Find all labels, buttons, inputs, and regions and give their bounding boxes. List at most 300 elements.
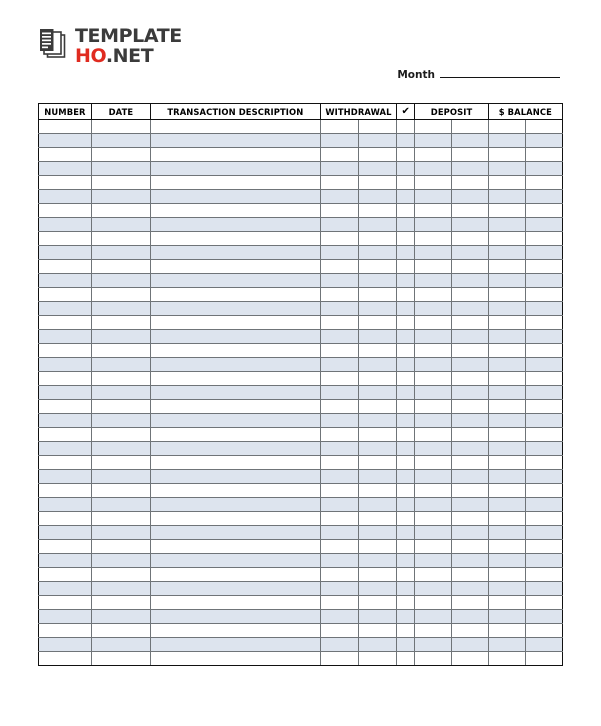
cell-deposit[interactable] <box>415 442 452 456</box>
cell-withdrawal[interactable] <box>320 512 358 526</box>
cell-deposit[interactable] <box>415 176 452 190</box>
cell-withdrawal-cents[interactable] <box>358 134 396 148</box>
cell-description[interactable] <box>150 204 320 218</box>
register-row[interactable] <box>39 428 563 442</box>
cell-check[interactable] <box>397 246 415 260</box>
register-row[interactable] <box>39 638 563 652</box>
cell-deposit[interactable] <box>415 400 452 414</box>
cell-deposit[interactable] <box>415 120 452 134</box>
cell-balance-cents[interactable] <box>525 330 562 344</box>
cell-check[interactable] <box>397 148 415 162</box>
register-row[interactable] <box>39 344 563 358</box>
cell-deposit-cents[interactable] <box>452 288 489 302</box>
register-row[interactable] <box>39 190 563 204</box>
cell-deposit-cents[interactable] <box>452 610 489 624</box>
cell-number[interactable] <box>39 246 92 260</box>
cell-number[interactable] <box>39 134 92 148</box>
cell-description[interactable] <box>150 624 320 638</box>
cell-date[interactable] <box>91 596 150 610</box>
cell-balance-cents[interactable] <box>525 484 562 498</box>
cell-deposit[interactable] <box>415 414 452 428</box>
cell-date[interactable] <box>91 442 150 456</box>
cell-balance[interactable] <box>488 638 525 652</box>
cell-withdrawal-cents[interactable] <box>358 568 396 582</box>
cell-withdrawal-cents[interactable] <box>358 218 396 232</box>
register-row[interactable] <box>39 372 563 386</box>
cell-date[interactable] <box>91 400 150 414</box>
cell-description[interactable] <box>150 316 320 330</box>
cell-balance[interactable] <box>488 274 525 288</box>
cell-deposit[interactable] <box>415 554 452 568</box>
cell-number[interactable] <box>39 372 92 386</box>
cell-balance-cents[interactable] <box>525 316 562 330</box>
cell-withdrawal[interactable] <box>320 148 358 162</box>
cell-deposit[interactable] <box>415 148 452 162</box>
cell-deposit-cents[interactable] <box>452 470 489 484</box>
register-row[interactable] <box>39 204 563 218</box>
cell-withdrawal[interactable] <box>320 330 358 344</box>
cell-balance-cents[interactable] <box>525 400 562 414</box>
cell-number[interactable] <box>39 512 92 526</box>
cell-withdrawal[interactable] <box>320 246 358 260</box>
cell-deposit[interactable] <box>415 652 452 666</box>
cell-deposit[interactable] <box>415 638 452 652</box>
cell-date[interactable] <box>91 470 150 484</box>
register-row[interactable] <box>39 568 563 582</box>
cell-date[interactable] <box>91 246 150 260</box>
cell-balance-cents[interactable] <box>525 288 562 302</box>
cell-date[interactable] <box>91 484 150 498</box>
cell-deposit-cents[interactable] <box>452 386 489 400</box>
cell-balance-cents[interactable] <box>525 302 562 316</box>
cell-withdrawal-cents[interactable] <box>358 442 396 456</box>
cell-balance[interactable] <box>488 372 525 386</box>
cell-description[interactable] <box>150 246 320 260</box>
cell-deposit[interactable] <box>415 512 452 526</box>
cell-balance-cents[interactable] <box>525 638 562 652</box>
cell-description[interactable] <box>150 386 320 400</box>
cell-date[interactable] <box>91 162 150 176</box>
cell-number[interactable] <box>39 274 92 288</box>
cell-withdrawal-cents[interactable] <box>358 610 396 624</box>
register-row[interactable] <box>39 442 563 456</box>
cell-deposit[interactable] <box>415 540 452 554</box>
register-row[interactable] <box>39 414 563 428</box>
cell-deposit-cents[interactable] <box>452 484 489 498</box>
cell-description[interactable] <box>150 218 320 232</box>
register-row[interactable] <box>39 526 563 540</box>
cell-deposit-cents[interactable] <box>452 162 489 176</box>
register-row[interactable] <box>39 274 563 288</box>
cell-description[interactable] <box>150 190 320 204</box>
cell-balance[interactable] <box>488 624 525 638</box>
cell-date[interactable] <box>91 568 150 582</box>
cell-balance[interactable] <box>488 540 525 554</box>
cell-deposit-cents[interactable] <box>452 274 489 288</box>
cell-balance-cents[interactable] <box>525 582 562 596</box>
cell-balance-cents[interactable] <box>525 260 562 274</box>
cell-description[interactable] <box>150 540 320 554</box>
register-row[interactable] <box>39 386 563 400</box>
cell-check[interactable] <box>397 414 415 428</box>
cell-balance[interactable] <box>488 428 525 442</box>
cell-description[interactable] <box>150 442 320 456</box>
cell-withdrawal[interactable] <box>320 484 358 498</box>
cell-date[interactable] <box>91 302 150 316</box>
cell-deposit[interactable] <box>415 610 452 624</box>
cell-balance[interactable] <box>488 568 525 582</box>
cell-number[interactable] <box>39 330 92 344</box>
cell-number[interactable] <box>39 484 92 498</box>
cell-check[interactable] <box>397 512 415 526</box>
cell-balance-cents[interactable] <box>525 652 562 666</box>
register-row[interactable] <box>39 302 563 316</box>
cell-withdrawal-cents[interactable] <box>358 540 396 554</box>
cell-deposit[interactable] <box>415 302 452 316</box>
cell-balance-cents[interactable] <box>525 568 562 582</box>
register-row[interactable] <box>39 540 563 554</box>
cell-balance-cents[interactable] <box>525 190 562 204</box>
cell-deposit-cents[interactable] <box>452 624 489 638</box>
cell-check[interactable] <box>397 498 415 512</box>
cell-description[interactable] <box>150 512 320 526</box>
cell-withdrawal[interactable] <box>320 302 358 316</box>
register-row[interactable] <box>39 610 563 624</box>
cell-number[interactable] <box>39 638 92 652</box>
cell-balance-cents[interactable] <box>525 232 562 246</box>
cell-check[interactable] <box>397 274 415 288</box>
register-row[interactable] <box>39 358 563 372</box>
cell-date[interactable] <box>91 554 150 568</box>
cell-number[interactable] <box>39 260 92 274</box>
cell-number[interactable] <box>39 344 92 358</box>
cell-check[interactable] <box>397 386 415 400</box>
cell-withdrawal[interactable] <box>320 120 358 134</box>
cell-deposit[interactable] <box>415 260 452 274</box>
cell-check[interactable] <box>397 358 415 372</box>
cell-withdrawal[interactable] <box>320 218 358 232</box>
cell-check[interactable] <box>397 120 415 134</box>
cell-deposit-cents[interactable] <box>452 568 489 582</box>
cell-number[interactable] <box>39 470 92 484</box>
cell-check[interactable] <box>397 190 415 204</box>
cell-balance-cents[interactable] <box>525 526 562 540</box>
cell-withdrawal-cents[interactable] <box>358 372 396 386</box>
cell-balance[interactable] <box>488 442 525 456</box>
cell-withdrawal[interactable] <box>320 176 358 190</box>
cell-balance[interactable] <box>488 330 525 344</box>
register-row[interactable] <box>39 288 563 302</box>
cell-description[interactable] <box>150 498 320 512</box>
cell-check[interactable] <box>397 204 415 218</box>
cell-withdrawal[interactable] <box>320 568 358 582</box>
cell-balance[interactable] <box>488 512 525 526</box>
cell-withdrawal[interactable] <box>320 372 358 386</box>
cell-balance-cents[interactable] <box>525 218 562 232</box>
cell-withdrawal-cents[interactable] <box>358 316 396 330</box>
cell-balance[interactable] <box>488 148 525 162</box>
cell-date[interactable] <box>91 498 150 512</box>
cell-deposit[interactable] <box>415 246 452 260</box>
cell-number[interactable] <box>39 400 92 414</box>
cell-withdrawal-cents[interactable] <box>358 162 396 176</box>
cell-deposit[interactable] <box>415 526 452 540</box>
cell-balance[interactable] <box>488 204 525 218</box>
cell-withdrawal[interactable] <box>320 274 358 288</box>
cell-deposit[interactable] <box>415 456 452 470</box>
cell-balance[interactable] <box>488 526 525 540</box>
cell-date[interactable] <box>91 218 150 232</box>
cell-withdrawal-cents[interactable] <box>358 456 396 470</box>
cell-deposit[interactable] <box>415 582 452 596</box>
cell-description[interactable] <box>150 232 320 246</box>
cell-check[interactable] <box>397 470 415 484</box>
cell-balance[interactable] <box>488 218 525 232</box>
cell-date[interactable] <box>91 638 150 652</box>
cell-description[interactable] <box>150 456 320 470</box>
cell-withdrawal[interactable] <box>320 456 358 470</box>
cell-withdrawal[interactable] <box>320 526 358 540</box>
cell-balance[interactable] <box>488 470 525 484</box>
register-row[interactable] <box>39 582 563 596</box>
register-row[interactable] <box>39 176 563 190</box>
cell-withdrawal-cents[interactable] <box>358 484 396 498</box>
cell-balance-cents[interactable] <box>525 134 562 148</box>
cell-withdrawal[interactable] <box>320 652 358 666</box>
cell-deposit-cents[interactable] <box>452 400 489 414</box>
cell-withdrawal[interactable] <box>320 442 358 456</box>
cell-balance[interactable] <box>488 344 525 358</box>
cell-deposit[interactable] <box>415 344 452 358</box>
cell-balance-cents[interactable] <box>525 162 562 176</box>
cell-description[interactable] <box>150 526 320 540</box>
cell-number[interactable] <box>39 176 92 190</box>
cell-balance-cents[interactable] <box>525 414 562 428</box>
cell-check[interactable] <box>397 610 415 624</box>
cell-withdrawal[interactable] <box>320 554 358 568</box>
cell-withdrawal[interactable] <box>320 260 358 274</box>
register-row[interactable] <box>39 624 563 638</box>
cell-description[interactable] <box>150 582 320 596</box>
cell-check[interactable] <box>397 162 415 176</box>
cell-date[interactable] <box>91 232 150 246</box>
cell-withdrawal-cents[interactable] <box>358 652 396 666</box>
cell-check[interactable] <box>397 400 415 414</box>
cell-deposit-cents[interactable] <box>452 582 489 596</box>
cell-withdrawal-cents[interactable] <box>358 288 396 302</box>
cell-deposit[interactable] <box>415 428 452 442</box>
cell-deposit[interactable] <box>415 274 452 288</box>
cell-deposit[interactable] <box>415 484 452 498</box>
cell-description[interactable] <box>150 274 320 288</box>
register-row[interactable] <box>39 652 563 666</box>
cell-number[interactable] <box>39 120 92 134</box>
cell-balance[interactable] <box>488 456 525 470</box>
cell-balance[interactable] <box>488 260 525 274</box>
cell-balance[interactable] <box>488 316 525 330</box>
cell-number[interactable] <box>39 148 92 162</box>
cell-withdrawal[interactable] <box>320 358 358 372</box>
cell-balance[interactable] <box>488 232 525 246</box>
cell-deposit-cents[interactable] <box>452 330 489 344</box>
cell-number[interactable] <box>39 316 92 330</box>
register-row[interactable] <box>39 120 563 134</box>
cell-check[interactable] <box>397 456 415 470</box>
cell-withdrawal[interactable] <box>320 470 358 484</box>
cell-balance[interactable] <box>488 582 525 596</box>
cell-date[interactable] <box>91 316 150 330</box>
cell-number[interactable] <box>39 610 92 624</box>
register-row[interactable] <box>39 330 563 344</box>
cell-deposit[interactable] <box>415 288 452 302</box>
cell-description[interactable] <box>150 638 320 652</box>
cell-deposit[interactable] <box>415 596 452 610</box>
cell-withdrawal[interactable] <box>320 624 358 638</box>
register-row[interactable] <box>39 260 563 274</box>
cell-description[interactable] <box>150 134 320 148</box>
cell-date[interactable] <box>91 428 150 442</box>
cell-balance[interactable] <box>488 554 525 568</box>
cell-withdrawal[interactable] <box>320 400 358 414</box>
cell-date[interactable] <box>91 414 150 428</box>
cell-withdrawal-cents[interactable] <box>358 428 396 442</box>
register-row[interactable] <box>39 316 563 330</box>
cell-date[interactable] <box>91 344 150 358</box>
cell-check[interactable] <box>397 176 415 190</box>
cell-date[interactable] <box>91 610 150 624</box>
cell-withdrawal-cents[interactable] <box>358 554 396 568</box>
cell-number[interactable] <box>39 540 92 554</box>
cell-balance-cents[interactable] <box>525 148 562 162</box>
register-row[interactable] <box>39 134 563 148</box>
cell-withdrawal[interactable] <box>320 344 358 358</box>
cell-withdrawal[interactable] <box>320 232 358 246</box>
cell-description[interactable] <box>150 372 320 386</box>
register-row[interactable] <box>39 148 563 162</box>
cell-withdrawal-cents[interactable] <box>358 260 396 274</box>
cell-description[interactable] <box>150 120 320 134</box>
register-row[interactable] <box>39 456 563 470</box>
cell-check[interactable] <box>397 624 415 638</box>
cell-deposit-cents[interactable] <box>452 260 489 274</box>
cell-number[interactable] <box>39 302 92 316</box>
cell-check[interactable] <box>397 442 415 456</box>
cell-withdrawal[interactable] <box>320 134 358 148</box>
cell-deposit-cents[interactable] <box>452 358 489 372</box>
cell-withdrawal-cents[interactable] <box>358 596 396 610</box>
cell-balance-cents[interactable] <box>525 540 562 554</box>
cell-check[interactable] <box>397 316 415 330</box>
cell-deposit[interactable] <box>415 330 452 344</box>
cell-balance-cents[interactable] <box>525 246 562 260</box>
cell-deposit-cents[interactable] <box>452 414 489 428</box>
cell-date[interactable] <box>91 456 150 470</box>
cell-balance-cents[interactable] <box>525 456 562 470</box>
register-row[interactable] <box>39 498 563 512</box>
cell-date[interactable] <box>91 330 150 344</box>
cell-balance-cents[interactable] <box>525 610 562 624</box>
cell-balance-cents[interactable] <box>525 344 562 358</box>
cell-check[interactable] <box>397 638 415 652</box>
cell-number[interactable] <box>39 428 92 442</box>
cell-balance[interactable] <box>488 190 525 204</box>
cell-withdrawal-cents[interactable] <box>358 400 396 414</box>
register-row[interactable] <box>39 400 563 414</box>
cell-deposit-cents[interactable] <box>452 190 489 204</box>
cell-date[interactable] <box>91 624 150 638</box>
cell-deposit-cents[interactable] <box>452 498 489 512</box>
cell-deposit[interactable] <box>415 568 452 582</box>
cell-deposit-cents[interactable] <box>452 512 489 526</box>
cell-number[interactable] <box>39 624 92 638</box>
cell-date[interactable] <box>91 652 150 666</box>
register-row[interactable] <box>39 554 563 568</box>
cell-balance-cents[interactable] <box>525 554 562 568</box>
cell-withdrawal[interactable] <box>320 190 358 204</box>
cell-description[interactable] <box>150 330 320 344</box>
cell-check[interactable] <box>397 330 415 344</box>
cell-balance-cents[interactable] <box>525 498 562 512</box>
cell-description[interactable] <box>150 652 320 666</box>
cell-check[interactable] <box>397 554 415 568</box>
cell-withdrawal[interactable] <box>320 540 358 554</box>
cell-description[interactable] <box>150 162 320 176</box>
cell-deposit-cents[interactable] <box>452 652 489 666</box>
cell-deposit[interactable] <box>415 316 452 330</box>
cell-balance[interactable] <box>488 134 525 148</box>
cell-check[interactable] <box>397 232 415 246</box>
cell-description[interactable] <box>150 260 320 274</box>
cell-date[interactable] <box>91 204 150 218</box>
cell-withdrawal-cents[interactable] <box>358 498 396 512</box>
cell-date[interactable] <box>91 582 150 596</box>
cell-number[interactable] <box>39 386 92 400</box>
cell-check[interactable] <box>397 260 415 274</box>
cell-deposit-cents[interactable] <box>452 218 489 232</box>
cell-description[interactable] <box>150 568 320 582</box>
cell-deposit-cents[interactable] <box>452 302 489 316</box>
cell-balance[interactable] <box>488 288 525 302</box>
cell-check[interactable] <box>397 218 415 232</box>
cell-deposit[interactable] <box>415 232 452 246</box>
cell-check[interactable] <box>397 344 415 358</box>
cell-withdrawal-cents[interactable] <box>358 232 396 246</box>
register-row[interactable] <box>39 162 563 176</box>
cell-balance-cents[interactable] <box>525 470 562 484</box>
cell-description[interactable] <box>150 176 320 190</box>
cell-balance[interactable] <box>488 414 525 428</box>
cell-deposit[interactable] <box>415 190 452 204</box>
cell-description[interactable] <box>150 610 320 624</box>
cell-deposit-cents[interactable] <box>452 316 489 330</box>
register-row[interactable] <box>39 246 563 260</box>
cell-withdrawal[interactable] <box>320 316 358 330</box>
cell-deposit-cents[interactable] <box>452 540 489 554</box>
register-row[interactable] <box>39 484 563 498</box>
cell-description[interactable] <box>150 302 320 316</box>
cell-balance-cents[interactable] <box>525 624 562 638</box>
cell-date[interactable] <box>91 526 150 540</box>
cell-number[interactable] <box>39 442 92 456</box>
cell-withdrawal-cents[interactable] <box>358 512 396 526</box>
cell-date[interactable] <box>91 288 150 302</box>
cell-description[interactable] <box>150 414 320 428</box>
cell-deposit[interactable] <box>415 218 452 232</box>
cell-deposit[interactable] <box>415 204 452 218</box>
cell-withdrawal-cents[interactable] <box>358 470 396 484</box>
cell-withdrawal-cents[interactable] <box>358 344 396 358</box>
cell-date[interactable] <box>91 372 150 386</box>
